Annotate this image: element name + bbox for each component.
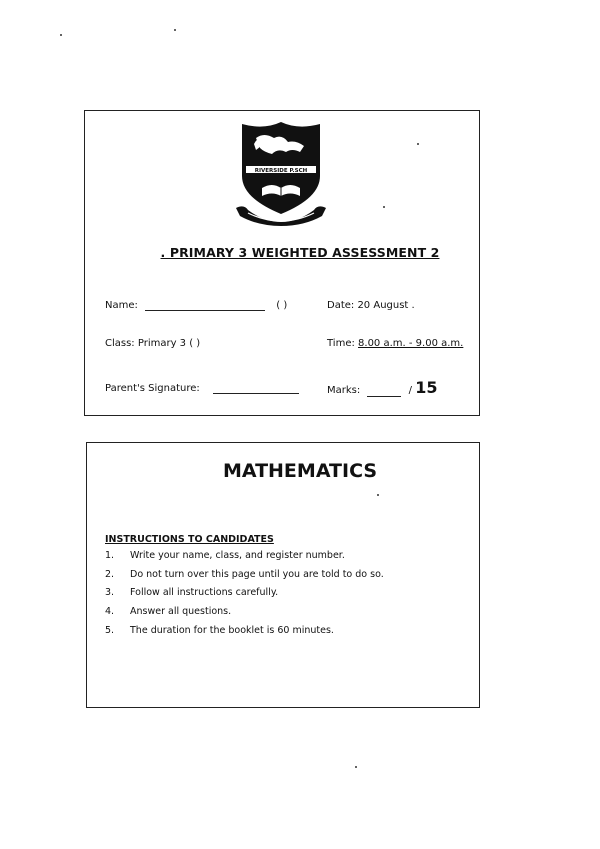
scan-speck (174, 29, 176, 31)
item-number: 5. (105, 624, 115, 636)
name-label: Name: (105, 300, 138, 311)
item-number: 4. (105, 606, 115, 618)
name-field (105, 300, 287, 311)
assessment-title: . PRIMARY 3 WEIGHTED ASSESSMENT 2 (160, 245, 440, 260)
marks-total: 15 (415, 378, 438, 397)
scan-speck (60, 34, 62, 36)
scan-speck (383, 206, 385, 208)
item-text: Write your name, class, and register number. (130, 550, 345, 561)
marks-blank-line (367, 396, 401, 397)
item-text: The duration for the booklet is 60 minutes. (130, 624, 334, 636)
register-number-parens: ( ) (276, 300, 288, 311)
marks-field (327, 378, 437, 397)
crest-text: RIVERSIDE P.SCH (254, 168, 308, 174)
time-field (327, 338, 463, 349)
item-text: Answer all questions. (130, 606, 232, 618)
item-text: Follow all instructions carefully. (130, 587, 279, 599)
time-value: 8.00 a.m. - 9.00 a.m. (358, 338, 464, 349)
item-text: Do not turn over this page until you are told to do so. (130, 568, 384, 580)
scan-speck (377, 494, 379, 496)
item-number: 1. (105, 550, 115, 561)
scan-speck (417, 143, 419, 145)
instructions-heading: INSTRUCTIONS TO CANDIDATES (105, 534, 274, 545)
subject-title: MATHEMATICS (222, 460, 378, 482)
class-field: Class: Primary 3 ( ) (105, 338, 201, 349)
marks-slash: / (408, 385, 412, 396)
school-crest-logo (234, 118, 328, 226)
item-number: 3. (105, 587, 115, 599)
date-field: Date: 20 August . (327, 300, 415, 311)
parent-signature-label: Parent's Signature: (105, 383, 200, 394)
name-blank-line (145, 310, 265, 311)
marks-label: Marks: (327, 385, 361, 396)
parent-signature-field (105, 383, 299, 394)
scan-speck (355, 766, 357, 768)
signature-blank-line (213, 393, 299, 394)
item-number: 2. (105, 568, 115, 580)
time-label: Time: (327, 338, 355, 349)
